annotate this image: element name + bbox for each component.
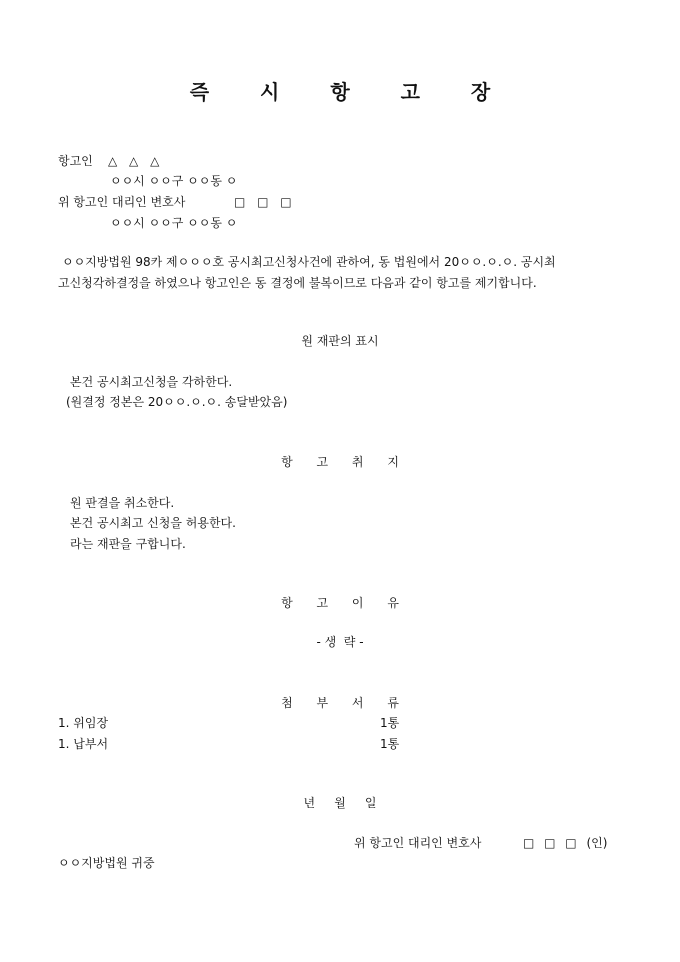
body-paragraph-line1: ㅇㅇ지방법원 98카 제ㅇㅇㅇ호 공시최고신청사건에 관하여, 동 법원에서 20ㅇㅇ.ㅇ.ㅇ. 공시최	[62, 255, 556, 269]
attachment-2-name: 1. 납부서	[58, 737, 109, 751]
section-purpose-line2: 본건 공시최고 신청을 허용한다.	[70, 516, 236, 530]
section-attachments-heading: 첨 부 서 류	[281, 696, 409, 710]
attachment-1-name: 1. 위임장	[58, 716, 109, 730]
document-title: 즉 시 항 고 장	[189, 80, 513, 104]
appellant-label: 항고인	[58, 154, 93, 168]
section-purpose-line1: 원 판결을 취소한다.	[70, 496, 175, 510]
signature-label: 위 항고인 대리인 변호사	[354, 836, 482, 850]
attachment-2-count: 1통	[380, 737, 400, 751]
signature-name: □ □ □ (인)	[523, 836, 608, 850]
section-reason-body: - 생 략 -	[316, 635, 364, 649]
section-purpose-heading: 항 고 취 지	[281, 455, 409, 469]
attorney-address: ㅇㅇ시 ㅇㅇ구 ㅇㅇ동 ㅇ	[110, 216, 238, 230]
section-original-judgment-heading: 원 재판의 표시	[301, 334, 379, 348]
body-paragraph-line2: 고신청각하결정을 하였으나 항고인은 동 결정에 불복이므로 다음과 같이 항고를 제기합니다.	[58, 276, 537, 290]
attorney-name: □ □ □	[234, 195, 292, 209]
appellant-name: △ △ △	[108, 154, 160, 168]
attorney-label: 위 항고인 대리인 변호사	[58, 195, 186, 209]
section-reason-heading: 항 고 이 유	[281, 596, 409, 610]
appellant-address: ㅇㅇ시 ㅇㅇ구 ㅇㅇ동 ㅇ	[110, 174, 238, 188]
attachment-1-count: 1통	[380, 716, 400, 730]
section-original-judgment-line2: (원결정 정본은 20ㅇㅇ.ㅇ.ㅇ. 송달받았음)	[66, 395, 288, 409]
section-purpose-line3: 라는 재판을 구합니다.	[70, 537, 186, 551]
court-addressee: ㅇㅇ지방법원 귀중	[58, 856, 155, 870]
date-line: 년 월 일	[303, 796, 377, 810]
section-original-judgment-line1: 본건 공시최고신청을 각하한다.	[70, 375, 233, 389]
